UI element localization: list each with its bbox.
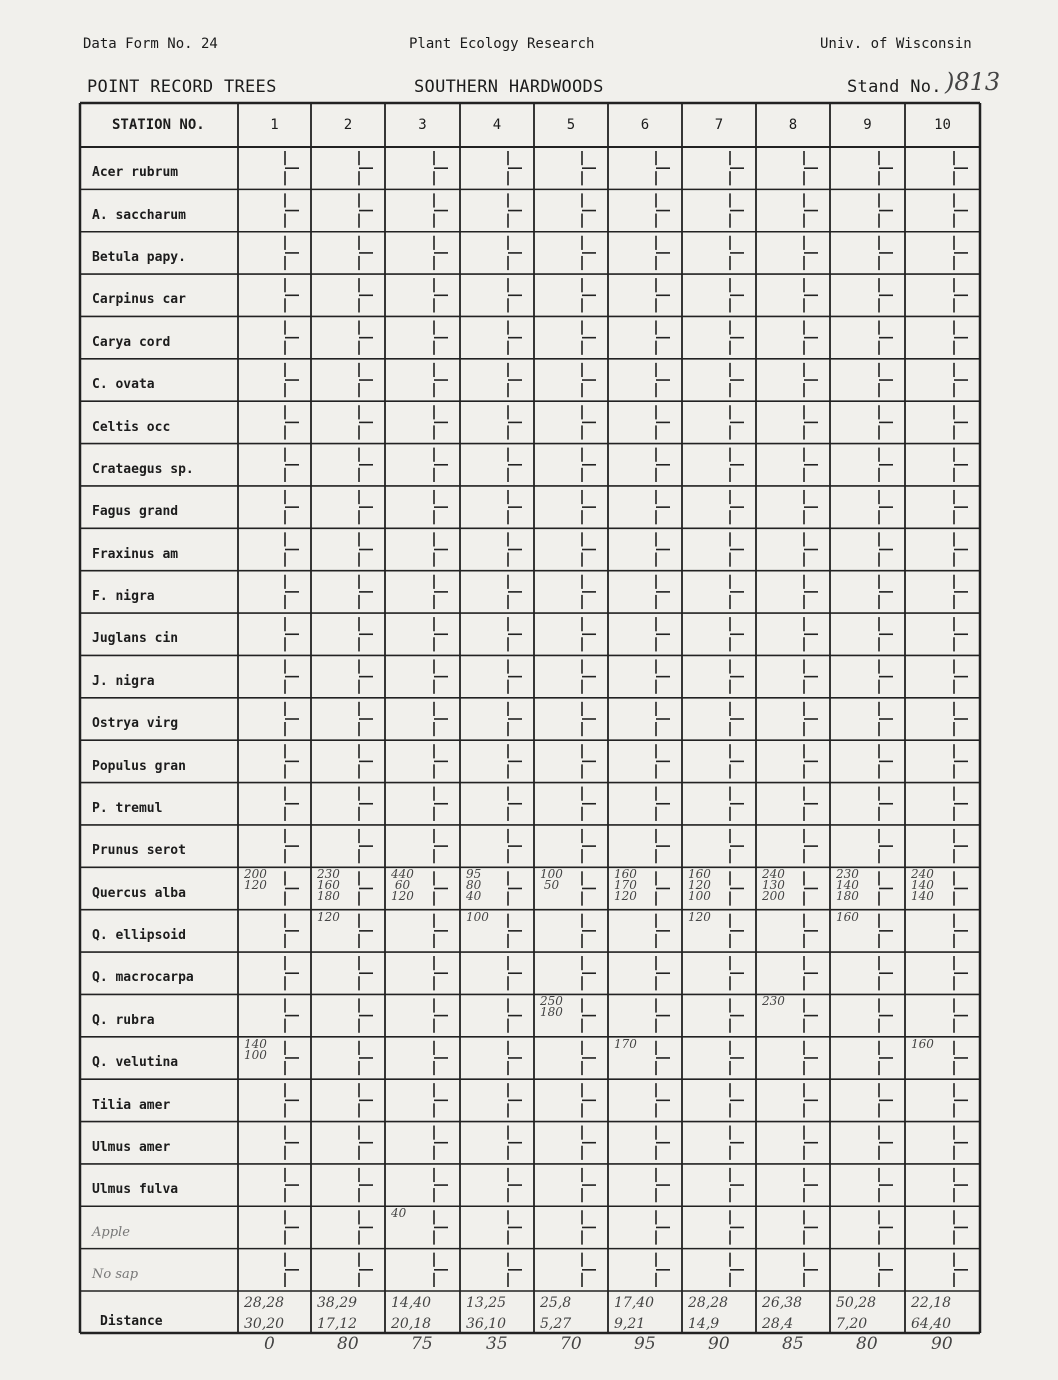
column-total: 95 <box>634 1334 656 1354</box>
species-label: Acer rubrum <box>92 165 179 181</box>
stand-label: Stand No. <box>847 77 942 97</box>
species-label: Q. ellipsoid <box>92 928 186 944</box>
column-total: 85 <box>782 1334 804 1354</box>
species-label: Fagus grand <box>92 504 179 520</box>
handwritten-entry: 40 <box>391 1206 407 1221</box>
species-label: Quercus alba <box>92 885 186 901</box>
species-label: Carpinus car <box>92 292 186 308</box>
distance-entry: 14,40 20,18 <box>391 1295 432 1332</box>
column-total: 80 <box>337 1334 359 1354</box>
column-total: 70 <box>560 1334 582 1354</box>
species-label: Tilia amer <box>92 1097 171 1113</box>
handwritten-entry: 95 80 40 <box>466 867 482 904</box>
handwritten-entry: 200 120 <box>244 867 267 893</box>
column-total: 35 <box>486 1334 508 1354</box>
handwritten-entry: 440 60 120 <box>391 867 414 904</box>
handwritten-entry: 240 130 200 <box>762 867 785 904</box>
station-number: 3 <box>418 117 427 133</box>
species-label: Ulmus fulva <box>92 1182 179 1198</box>
column-total: 80 <box>856 1334 878 1354</box>
distance-entry: 28,28 14,9 <box>688 1295 729 1332</box>
handwritten-entry: 120 <box>317 909 340 924</box>
species-label: Q. rubra <box>92 1012 155 1028</box>
column-total: 75 <box>411 1334 433 1354</box>
station-number: 5 <box>566 117 576 133</box>
station-number: 8 <box>788 117 798 133</box>
handwritten-entry: 250 180 <box>540 994 563 1020</box>
university-name: Univ. of Wisconsin <box>820 36 972 52</box>
species-label: Q. velutina <box>92 1055 179 1071</box>
distance-entry: 26,38 28,4 <box>762 1295 803 1332</box>
handwritten-entry: 100 <box>466 909 489 924</box>
distance-entry: 17,40 9,21 <box>614 1295 655 1332</box>
species-label: Q. macrocarpa <box>92 970 194 986</box>
form-number: Data Form No. 24 <box>83 36 218 52</box>
distance-entry: 13,25 36,10 <box>466 1295 507 1332</box>
species-label: Ulmus amer <box>92 1139 171 1155</box>
handwritten-entry: 160 120 100 <box>688 867 711 904</box>
column-total: 90 <box>931 1334 953 1354</box>
page-title: POINT RECORD TREES <box>87 77 277 97</box>
species-label: No sap <box>92 1267 139 1282</box>
distance-label: Distance <box>100 1314 163 1329</box>
handwritten-entry: 240 140 140 <box>911 867 934 904</box>
column-total: 0 <box>264 1334 275 1354</box>
species-label: Crataegus sp. <box>92 461 194 477</box>
species-label: Carya cord <box>92 334 171 350</box>
station-number: 7 <box>714 117 724 133</box>
station-number: 10 <box>934 117 951 133</box>
distance-entry: 38,29 17,12 <box>317 1295 358 1332</box>
species-label: C. ovata <box>92 377 155 393</box>
handwritten-entry: 230 <box>762 994 785 1009</box>
species-label: Celtis occ <box>92 419 171 435</box>
stand-number: )813 <box>945 68 1001 96</box>
distance-entry: 25,8 5,27 <box>540 1295 572 1332</box>
column-total: 90 <box>708 1334 730 1354</box>
station-number: 9 <box>863 117 872 133</box>
species-label: Betula papy. <box>92 250 186 266</box>
station-number: 4 <box>492 117 502 133</box>
handwritten-entry: 160 <box>911 1036 934 1051</box>
species-label: Prunus serot <box>92 843 186 859</box>
station-number: 1 <box>270 117 279 133</box>
handwritten-entry: 100 50 <box>540 867 563 893</box>
species-label: J. nigra <box>92 673 155 689</box>
handwritten-entry: 160 170 120 <box>614 867 637 904</box>
handwritten-entry: 230 140 180 <box>836 867 859 904</box>
distance-entry: 22,18 64,40 <box>911 1295 952 1332</box>
handwritten-entry: 160 <box>836 909 859 924</box>
species-label: A. saccharum <box>92 207 186 223</box>
lab-name: Plant Ecology Research <box>409 36 595 52</box>
handwritten-entry: 230 160 180 <box>317 867 340 904</box>
species-label: Apple <box>92 1224 130 1240</box>
species-label: Fraxinus am <box>92 546 179 562</box>
station-header: STATION NO. <box>112 117 205 133</box>
species-label: Ostrya virg <box>92 716 179 732</box>
distance-entry: 50,28 7,20 <box>836 1295 877 1332</box>
handwritten-entry: 140 100 <box>244 1036 267 1062</box>
species-label: P. tremul <box>92 800 163 816</box>
forest-type: SOUTHERN HARDWOODS <box>414 77 604 97</box>
species-label: F. nigra <box>92 589 155 605</box>
station-number: 6 <box>640 117 650 133</box>
station-number: 2 <box>343 117 353 133</box>
species-label: Juglans cin <box>92 631 179 647</box>
species-label: Populus gran <box>92 758 186 774</box>
handwritten-entry: 170 <box>614 1036 637 1051</box>
distance-entry: 28,28 30,20 <box>244 1295 285 1332</box>
handwritten-entry: 120 <box>688 909 711 924</box>
